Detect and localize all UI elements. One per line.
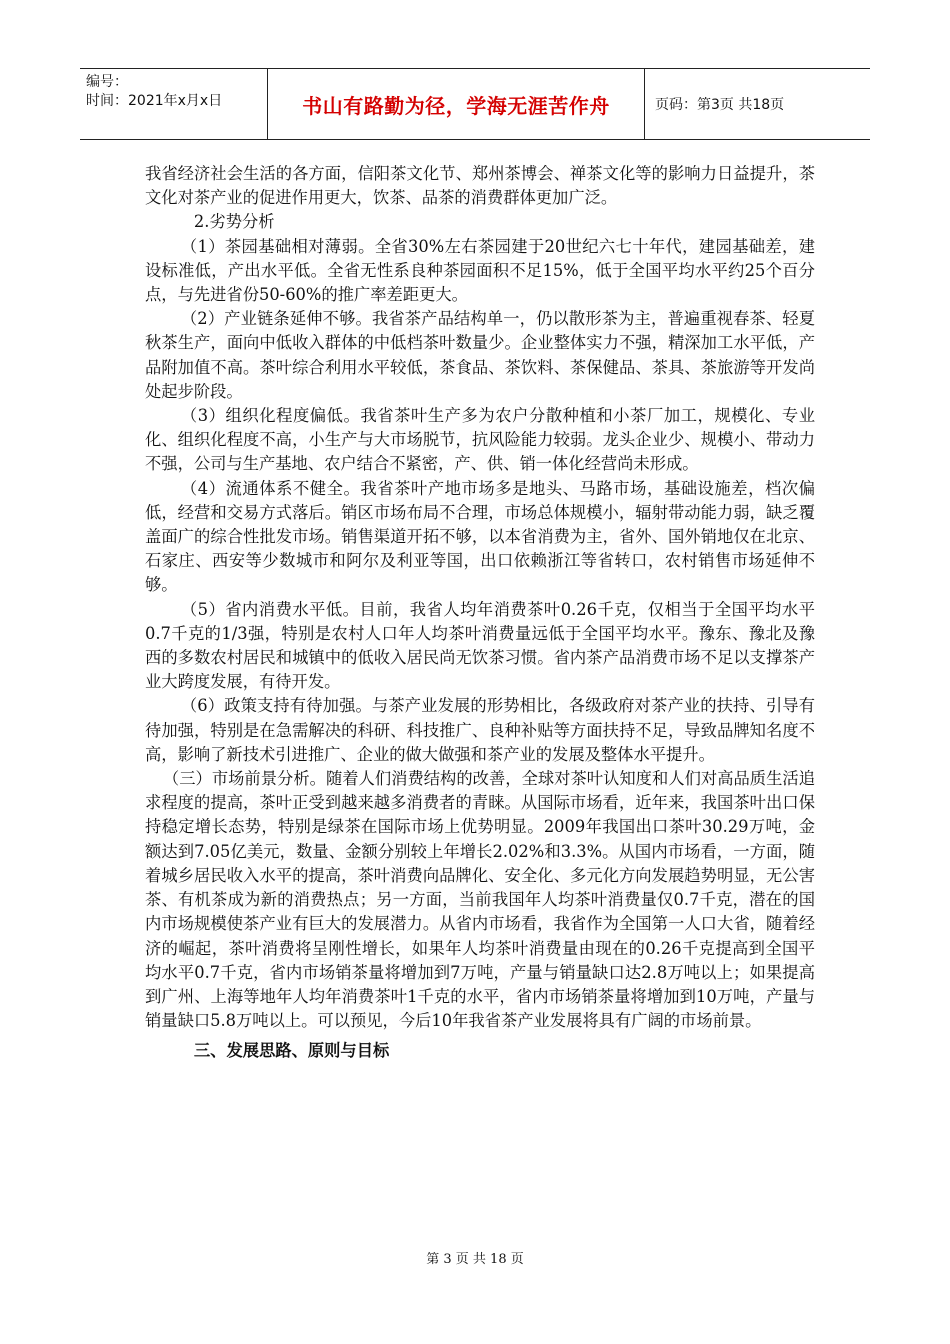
paragraph: （5）省内消费水平低。目前，我省人均年消费茶叶0.26千克，仅相当于全国平均水平0.7千克的1/3强，特别是农村人口年人均茶叶消费量远低于全国平均水平。豫东、豫北及豫西的多数农村居民和城镇中的低收入居民尚无饮茶习惯。省内茶产品消费市场不足以支撑茶产业大跨度发展，有待开发。 [145,599,815,692]
header-table [80,68,870,140]
paragraph: （6）政策支持有待加强。与茶产业发展的形势相比，各级政府对茶产业的扶持、引导有待加强，特别是在急需解决的科研、科技推广、良种补贴等方面扶持不足，导致品牌知名度不高，影响了新技术引进推广、企业的做大做强和茶产业的发展及整体水平提升。 [145,696,815,764]
number-label: 编号： [86,74,128,90]
document-body [145,162,815,1064]
header-motto: 书山有路勤为径，学海无涯苦作舟 [268,69,645,139]
paragraph: （4）流通体系不健全。我省茶叶产地市场多是地头、马路市场，基础设施差，档次偏低，经营和交易方式落后。销区市场布局不合理，市场总体规模小，辐射带动能力弱，缺乏覆盖面广的综合性批发市场。销售渠道开拓不够，以本省消费为主，省外、国外销地仅在北京、石家庄、西安等少数城市和阿尔及利亚等国，出口依赖浙江等省转口，农村销售市场延伸不够。 [145,478,815,595]
section-heading: 2.劣势分析 [193,212,275,232]
header-meta [80,69,268,139]
paragraph: 我省经济社会生活的各方面，信阳茶文化节、郑州茶博会、禅茶文化等的影响力日益提升，茶文化对茶产业的促进作用更大，饮茶、品茶的消费群体更加广泛。 [145,164,815,208]
paragraph: （三）市场前景分析。随着人们消费结构的改善，全球对茶叶认知度和人们对高品质生活追求程度的提高，茶叶正受到越来越多消费者的青睐。从国际市场看，近年来，我国茶叶出口保持稳定增长态势，特别是绿茶在国际市场上优势明显。2009年我国出口茶叶30.29万吨，金额达到7.05亿美元，数量、金额分别较上年增长2.02%和3.3%。从国内市场看，一方面，随着城乡居民收入水平的提高，茶叶消费向品牌化、安全化、多元化方向发展趋势明显，无公害茶、有机茶成为新的消费热点；另一方面，当前我国年人均茶叶消费量仅0.7千克，潜在的国内市场规模使茶产业有巨大的发展潜力。从省内市场看，我省作为全国第一人口大省，随着经济的崛起，茶叶消费将呈刚性增长，如果年人均茶叶消费量由现在的0.26千克提高到全国平均水平0.7千克，省内市场销茶量将增加到7万吨，产量与销量缺口达2.8万吨以上；如果提高到广州、上海等地年人均年消费茶叶1千克的水平，省内市场销茶量将增加到10万吨，产量与销量缺口5.8万吨以上。可以预见，今后10年我省茶产业发展将具有广阔的市场前景。 [145,769,815,1031]
page-footer: 第 3 页 共 18 页 [426,1252,524,1267]
paragraph: （2）产业链条延伸不够。我省茶产品结构单一，仍以散形茶为主，普遍重视春茶、轻夏秋茶生产，面向中低收入群体的中低档茶叶数量少。企业整体实力不强，精深加工水平低，产品附加值不高。茶叶综合利用水平较低，茶食品、茶饮料、茶保健品、茶具、茶旅游等开发尚处起步阶段。 [145,309,815,401]
chapter-heading: 三、发展思路、原则与目标 [193,1041,390,1061]
header-page-info: 页码：第3页 共18页 [655,97,785,113]
paragraph: （3）组织化程度偏低。我省茶叶生产多为农户分散种植和小茶厂加工，规模化、专业化、组织化程度不高，小生产与大市场脱节，抗风险能力较弱。龙头企业少、规模小、带动力不强，公司与生产基地、农户结合不紧密，产、供、销一体化经营尚未形成。 [145,406,815,474]
paragraph: （1）茶园基础相对薄弱。全省30%左右茶园建于20世纪六七十年代，建园基础差，建设标准低，产出水平低。全省无性系良种茶园面积不足15%，低于全国平均水平约25个百分点，与先进省份50-60%的推广率差距更大。 [145,236,815,305]
date-label: 时间：2021年x月x日 [86,93,223,109]
